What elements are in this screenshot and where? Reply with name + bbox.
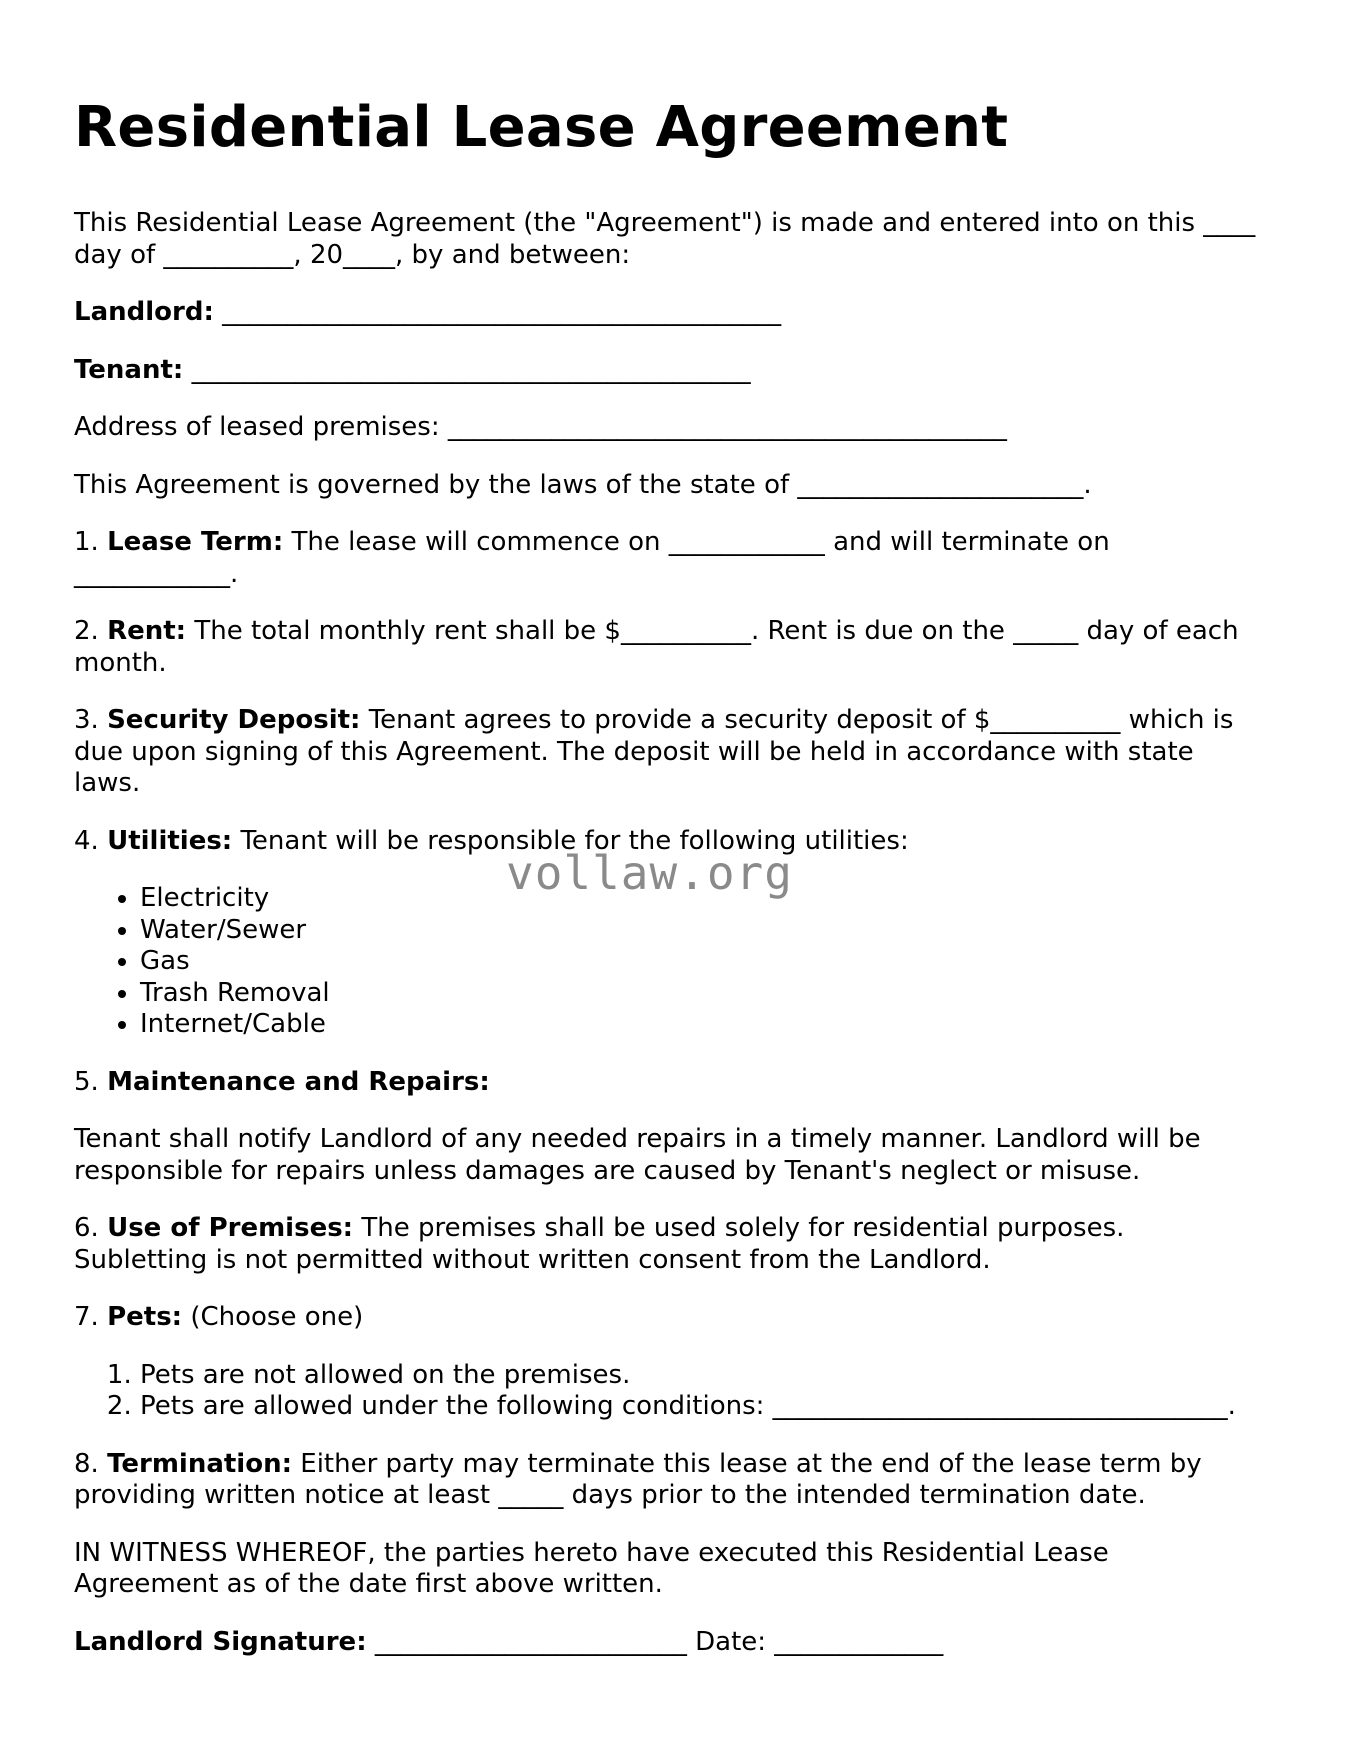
tenant-field xyxy=(74,355,1274,387)
list-item: • Trash Removal xyxy=(140,978,1274,1010)
section-number: 2. xyxy=(74,616,99,646)
signature-blank: ________________________ xyxy=(366,1626,696,1657)
signature-date: Date: _____________ xyxy=(695,1626,944,1657)
signature-label: Landlord Signature: xyxy=(74,1626,367,1657)
section-label: Lease Term: xyxy=(107,527,284,557)
section-text: Tenant agrees to provide a security deposit of $__________ which is xyxy=(360,705,1234,735)
section-lease-term xyxy=(74,527,1274,590)
landlord-blank: ___________________________________________ xyxy=(213,297,782,327)
section-label: Utilities: xyxy=(107,825,233,856)
witness-line-1: IN WITNESS WHEREOF, the parties hereto have executed this Residential Lease xyxy=(74,1537,1109,1568)
section-termination xyxy=(74,1449,1274,1512)
list-item: • Electricity xyxy=(140,883,1274,915)
section-number: 4. xyxy=(74,825,99,856)
section-text: The premises shall be used solely for residential purposes. xyxy=(353,1213,1125,1243)
section-text: Tenant will be responsible for the following utilities: xyxy=(232,825,909,856)
intro-paragraph xyxy=(74,208,1274,271)
section-number: 3. xyxy=(74,705,99,735)
section-maintenance-body xyxy=(74,1124,1274,1187)
section-number: 1. xyxy=(74,527,99,557)
tenant-label: Tenant: xyxy=(74,354,184,385)
section-label: Use of Premises: xyxy=(107,1213,354,1243)
section-pets xyxy=(74,1302,1274,1334)
utilities-list xyxy=(74,883,1274,1041)
page-title: Residential Lease Agreement xyxy=(74,95,1009,160)
section-text: month. xyxy=(74,647,167,678)
section-text: The total monthly rent shall be $__________. Rent is due on the _____ day of each xyxy=(186,616,1239,646)
list-item: 1. Pets are not allowed on the premises. xyxy=(140,1360,1274,1392)
address-field xyxy=(74,412,1274,444)
list-item: • Water/Sewer xyxy=(140,915,1274,947)
section-text: laws. xyxy=(74,768,141,798)
section-text: Subletting is not permitted without written consent from the Landlord. xyxy=(74,1244,991,1275)
pets-options-list xyxy=(74,1360,1274,1423)
section-text: (Choose one) xyxy=(182,1302,364,1332)
section-use-of-premises xyxy=(74,1213,1274,1276)
section-security-deposit xyxy=(74,705,1274,800)
watermark: vollaw.org xyxy=(506,846,793,900)
section-number: 6. xyxy=(74,1213,99,1243)
section-label: Security Deposit: xyxy=(107,705,361,735)
governing-text: This Agreement is governed by the laws of the state of ______________________. xyxy=(74,469,1092,500)
intro-line-2: day of __________, 20____, by and between: xyxy=(74,239,631,270)
landlord-label: Landlord: xyxy=(74,297,214,327)
landlord-field xyxy=(74,297,1274,329)
section-text: Tenant shall notify Landlord of any needed repairs in a timely manner. Landlord will be xyxy=(74,1124,1201,1154)
section-text: responsible for repairs unless damages are caused by Tenant's neglect or misuse. xyxy=(74,1155,1141,1186)
address-text: Address of leased premises: ___________________________________________ xyxy=(74,412,1007,442)
section-text: due upon signing of this Agreement. The deposit will be held in accordance with state xyxy=(74,736,1194,767)
section-text: providing written notice at least _____ days prior to the intended termination date. xyxy=(74,1480,1146,1510)
governing-law xyxy=(74,470,1274,502)
section-rent xyxy=(74,616,1274,679)
list-item: • Gas xyxy=(140,946,1274,978)
landlord-signature-line xyxy=(74,1627,1274,1659)
section-text: The lease will commence on ____________ and will terminate on xyxy=(283,527,1110,557)
witness-paragraph xyxy=(74,1538,1274,1601)
section-label: Maintenance and Repairs: xyxy=(107,1066,490,1097)
section-label: Rent: xyxy=(107,616,187,646)
list-item: 2. Pets are allowed under the following conditions: ___________________________________. xyxy=(140,1391,1274,1423)
list-item: • Internet/Cable xyxy=(140,1009,1274,1041)
section-maintenance-heading xyxy=(74,1067,1274,1099)
section-text: Either party may terminate this lease at the end of the lease term by xyxy=(292,1448,1202,1479)
section-label: Pets: xyxy=(107,1302,183,1332)
section-number: 5. xyxy=(74,1066,99,1097)
section-number: 7. xyxy=(74,1302,99,1332)
section-label: Termination: xyxy=(107,1448,292,1479)
intro-line-1: This Residential Lease Agreement (the "Agreement") is made and entered into on this ____ xyxy=(74,208,1256,238)
section-text: ____________. xyxy=(74,558,239,589)
tenant-blank: ___________________________________________ xyxy=(183,354,751,385)
witness-line-2: Agreement as of the date first above written. xyxy=(74,1569,663,1599)
section-number: 8. xyxy=(74,1448,99,1479)
